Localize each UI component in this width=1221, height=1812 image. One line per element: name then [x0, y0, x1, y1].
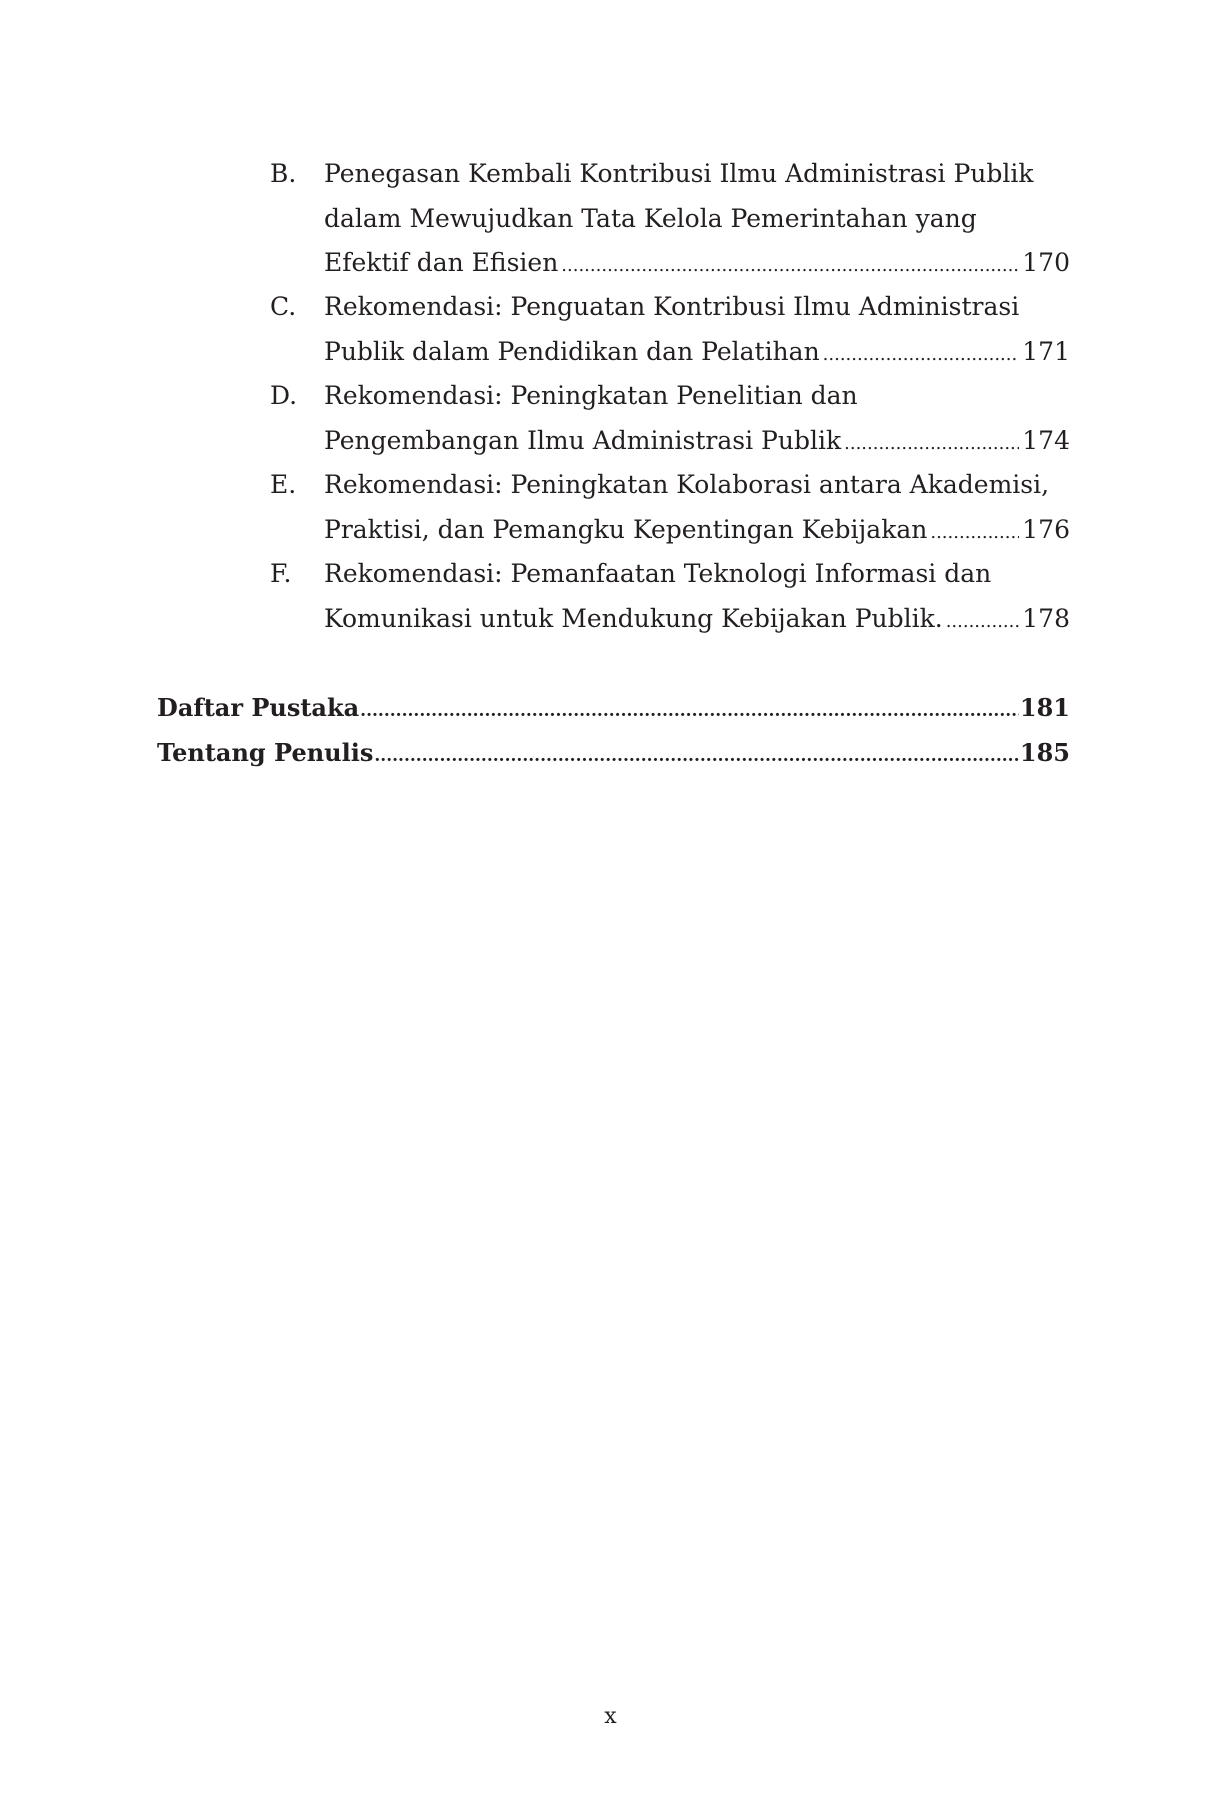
toc-page-number: 176	[1022, 514, 1070, 544]
toc-entry-daftar-pustaka[interactable]	[157, 686, 1070, 734]
toc-entry-letter: F.	[270, 559, 292, 588]
toc-page-number: 181	[1019, 693, 1070, 722]
toc-page-number: 171	[1022, 336, 1070, 366]
page-number-footer: x	[604, 1704, 617, 1729]
toc-entry-title-line: Praktisi, dan Pemangku Kepentingan Kebijakan	[324, 514, 928, 544]
toc-page-number: 174	[1022, 425, 1070, 455]
toc-entry-title-line: dalam Mewujudkan Tata Kelola Pemerintahan yang	[324, 203, 977, 233]
toc-main-title: Daftar Pustaka	[157, 693, 360, 722]
toc-entry-letter: E.	[270, 470, 297, 499]
toc-entry-title-line: Pengembangan Ilmu Administrasi Publik	[324, 425, 842, 455]
toc-entry-title-line: Rekomendasi: Peningkatan Penelitian dan	[324, 381, 858, 410]
dot-leader	[946, 600, 1020, 645]
toc-entry-tentang-penulis[interactable]	[157, 731, 1070, 779]
toc-page-number: 170	[1022, 248, 1070, 278]
toc-main-title: Tentang Penulis	[157, 738, 374, 767]
toc-page-number: 178	[1022, 603, 1070, 633]
dot-leader	[360, 689, 1019, 734]
toc-entry-letter: C.	[270, 292, 297, 321]
toc-entry-title-line: Penegasan Kembali Kontribusi Ilmu Administrasi Publik	[324, 159, 1034, 188]
dot-leader	[561, 244, 1019, 289]
toc-entry-letter: D.	[270, 381, 298, 410]
toc-entry-title-line: Publik dalam Pendidikan dan Pelatihan	[324, 336, 820, 366]
toc-entry-title-line: Rekomendasi: Pemanfaatan Teknologi Informasi dan	[324, 559, 992, 588]
toc-entry-title-line: Efektif dan Efisien	[324, 248, 559, 278]
toc-entry-letter: B.	[270, 159, 297, 188]
toc-entry-title-line: Rekomendasi: Peningkatan Kolaborasi antara Akademisi,	[324, 470, 1050, 499]
toc-entry-title-line: Komunikasi untuk Mendukung Kebijakan Publik.	[324, 603, 943, 633]
toc-page-number: 185	[1019, 738, 1070, 767]
dot-leader	[823, 333, 1020, 378]
dot-leader	[374, 734, 1019, 779]
dot-leader	[930, 511, 1019, 556]
toc-entry-title-line: Rekomendasi: Penguatan Kontribusi Ilmu Administrasi	[324, 292, 1020, 321]
dot-leader	[844, 422, 1019, 467]
